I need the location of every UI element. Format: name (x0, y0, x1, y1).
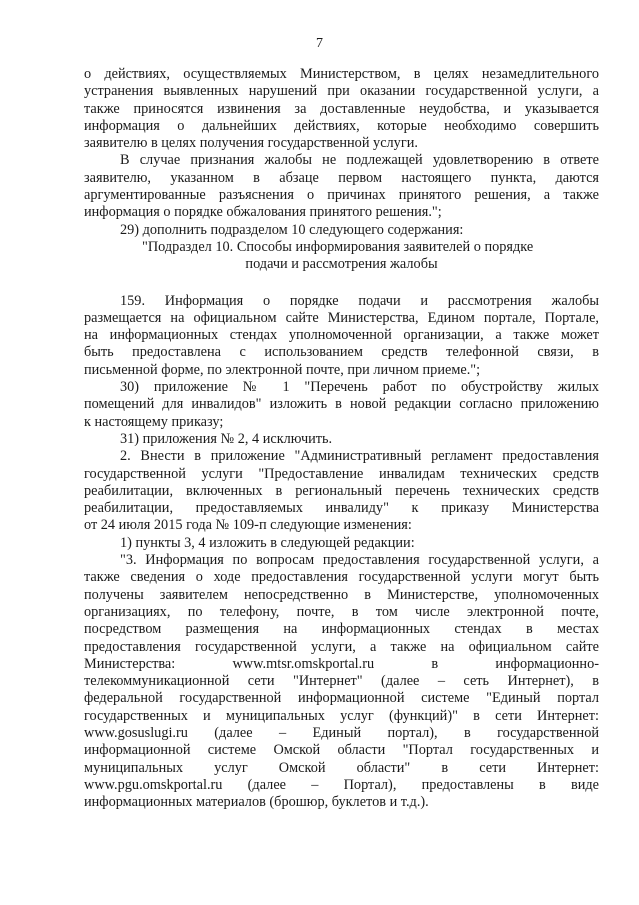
text-line: помещений для инвалидов" изложить в новой редакции согласно приложению (84, 396, 599, 413)
text-line: заявителю, указанном в абзаце первом настоящего пункта, даются (84, 169, 599, 186)
text-line: 159. Информация о порядке подачи и рассмотрения жалобы (120, 292, 599, 309)
text-line: от 24 июля 2015 года № 109-п следующие изменения: (84, 517, 412, 534)
text-line: 31) приложения № 2, 4 исключить. (120, 430, 333, 447)
text-line: www.gosuslugi.ru (далее – Единый портал), в государственной (84, 724, 599, 741)
text-line: 29) дополнить подразделом 10 следующего содержания: (120, 221, 464, 238)
text-line: информационных материалов (брошюр, буклетов и т.д.). (84, 794, 429, 811)
text-line: к настоящему приказу; (84, 413, 224, 430)
text-line: телекоммуникационной сети "Интернет" (далее – сеть Интернет), в (84, 673, 599, 690)
text-line: посредством размещения на информационных стендах в местах (84, 621, 599, 638)
text-line: государственной услуги "Предоставление инвалидам технических средств (84, 465, 599, 482)
text-line: реабилитации, предоставляемых инвалиду" к приказу Министерства (84, 500, 599, 517)
text-line: также приносятся извинения за доставленные неудобства, и указывается (84, 100, 599, 117)
subsection-heading: "Подраздел 10. Способы информирования заявителей о порядке (142, 238, 534, 255)
text-line: о действиях, осуществляемых Министерством, в целях незамедлительного (84, 66, 599, 82)
text-line: письменной форме, по электронной почте, при личном приеме."; (84, 361, 481, 378)
text-line: предоставления государственной услуги, а также на официальном сайте (84, 638, 599, 655)
text-line: аргументированные разъяснения о причинах принятого решения, а также (84, 187, 599, 204)
text-line: информация о дальнейших действиях, которые необходимо совершить (84, 117, 599, 134)
text-line: также сведения о ходе предоставления государственной услуги могут быть (84, 569, 599, 586)
text-line: 30) приложение № 1 "Перечень работ по обустройству жилых (120, 379, 599, 396)
text-line: государственных и муниципальных услуг (функций)" в сети Интернет: (84, 707, 599, 724)
text-line: www.pgu.omskportal.ru (далее – Портал), предоставлены в виде (84, 776, 599, 793)
page-number: 7 (316, 36, 323, 51)
text-line: В случае признания жалобы не подлежащей удовлетворению в ответе (120, 152, 599, 169)
text-line: муниципальных услуг Омской области" в сети Интернет: (84, 759, 599, 776)
text-line: размещается на официальном сайте Министерства, Едином портале, Портале, (84, 309, 599, 326)
text-line: Министерства: www.mtsr.omskportal.ru в информационно- (84, 655, 599, 672)
subsection-heading: подачи и рассмотрения жалобы (245, 256, 438, 273)
text-line: 2. Внести в приложение "Административный регламент предоставления (120, 448, 599, 465)
text-line: реабилитации, включенных в региональный перечень технических средств (84, 482, 599, 499)
text-line: федеральной государственной информационной системе "Единый портал (84, 690, 599, 707)
text-line: устранения выявленных нарушений при оказании государственной услуги, а (84, 83, 599, 100)
text-line: быть предоставлена с использованием средств телефонной связи, в (84, 344, 599, 361)
text-line: информация о порядке обжалования принятого решения."; (84, 204, 442, 221)
text-line: организациях, по телефону, почте, в том числе электронной почте, (84, 603, 599, 620)
text-line: получены заявителем непосредственно в Министерстве, уполномоченных (84, 586, 599, 603)
text-line: заявителю в целях получения государственной услуги. (84, 135, 418, 152)
document-body (84, 66, 599, 811)
text-line: на информационных стендах уполномоченной организации, а также может (84, 327, 599, 344)
text-line: информационной системе Омской области "Портал государственных и (84, 742, 599, 759)
text-line: 1) пункты 3, 4 изложить в следующей редакции: (120, 534, 415, 551)
text-line: "3. Информация по вопросам предоставления государственной услуги, а (120, 552, 599, 569)
